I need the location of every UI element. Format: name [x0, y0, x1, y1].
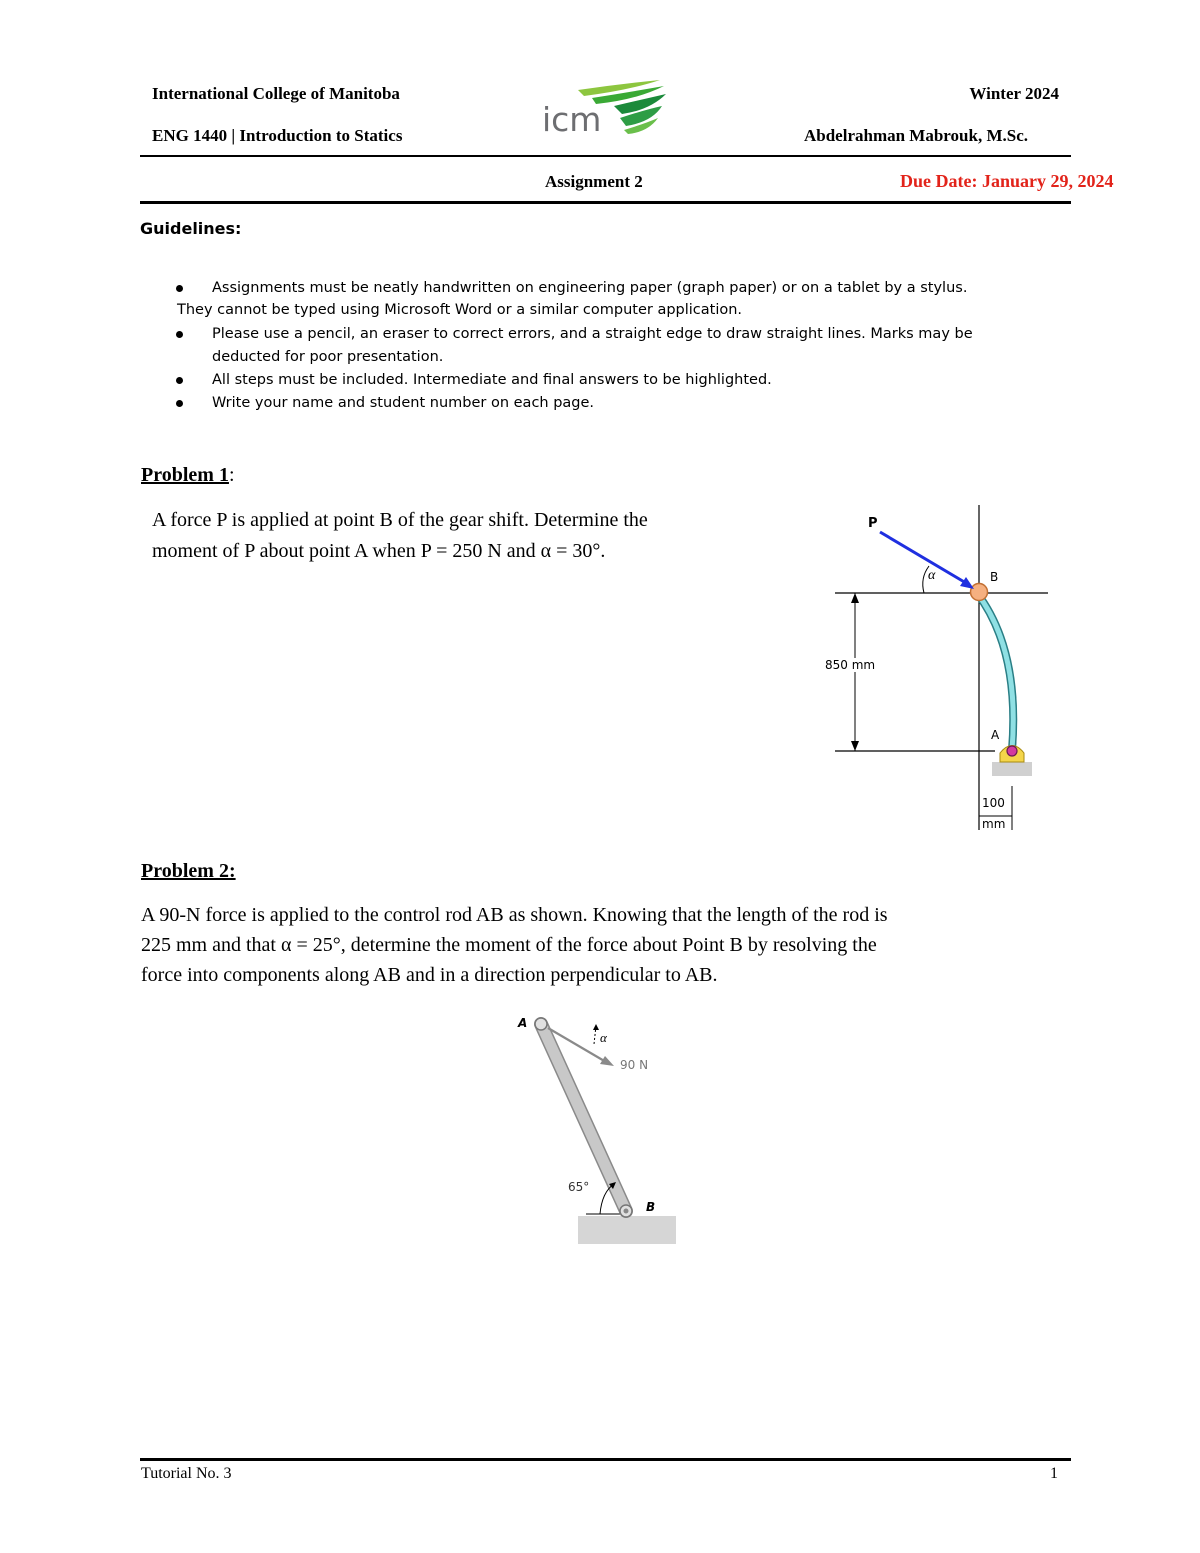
course-code: ENG 1440 — [152, 126, 228, 145]
logo-text: icm — [542, 100, 602, 139]
header-divider — [140, 155, 1071, 157]
problem2-text-line3: force into components along AB and in a direction perpendicular to AB. — [141, 964, 718, 986]
course-title — [152, 126, 402, 146]
knob-B — [971, 584, 988, 601]
label-90N: 90 N — [620, 1058, 649, 1072]
guidelines-title: Guidelines: — [140, 219, 242, 238]
gear-shift-figure — [820, 500, 1060, 840]
label-alpha: α — [928, 568, 936, 583]
label-65deg: 65° — [568, 1180, 590, 1194]
icm-logo — [540, 76, 670, 140]
label-P: P — [868, 516, 878, 531]
due-date: Due Date: January 29, 2024 — [900, 171, 1114, 191]
term: Winter 2024 — [969, 84, 1059, 103]
label-alpha: α — [600, 1030, 607, 1045]
ground-base — [578, 1216, 676, 1244]
guideline-item: deducted for poor presentation. — [212, 349, 444, 365]
label-B: B — [646, 1200, 656, 1214]
label-850mm: 850 mm — [825, 658, 876, 672]
problem1-text-line1: A force P is applied at point B of the gear shift. Determine the — [152, 509, 648, 531]
problem1-title: Problem 1 — [141, 464, 229, 486]
problem2-text-line2: 225 mm and that α = 25°, determine the moment of the force about Point B by resolving the — [141, 934, 877, 956]
course-separator: | — [227, 126, 240, 145]
force-P-arrowhead-icon — [960, 577, 974, 589]
guideline-item: Write your name and student number on each page. — [212, 395, 595, 411]
alpha-arrow-icon — [593, 1024, 599, 1030]
label-B: B — [990, 570, 999, 584]
force-arrowhead-icon — [600, 1056, 614, 1066]
label-mm: mm — [982, 817, 1006, 831]
pin-A — [1007, 746, 1017, 756]
label-100: 100 — [982, 796, 1005, 810]
label-A: A — [518, 1016, 528, 1030]
problem1-text-line2: moment of P about point A when P = 250 N and α = 30°. — [152, 540, 606, 562]
problem1-title-suffix: : — [228, 464, 235, 486]
footer-divider — [140, 1458, 1071, 1461]
footer-left: Tutorial No. 3 — [141, 1465, 232, 1482]
bullet — [176, 377, 183, 384]
pin-A — [535, 1018, 547, 1030]
bullet — [176, 331, 183, 338]
bullet — [176, 285, 183, 292]
page-number: 1 — [1050, 1465, 1058, 1482]
dimension-arrow-bottom-icon — [851, 741, 859, 751]
problem1-heading — [141, 464, 235, 487]
course-name: Introduction to Statics — [239, 126, 403, 145]
guideline-item: Assignments must be neatly handwritten on engineering paper (graph paper) or on a tablet by a stylus. — [212, 280, 968, 296]
guideline-item: Please use a pencil, an eraser to correct errors, and a straight edge to draw straight lines. Marks may be — [212, 326, 973, 342]
assignment-title: Assignment 2 — [545, 172, 643, 191]
bullet — [176, 400, 183, 407]
control-rod-figure — [510, 1008, 690, 1248]
guideline-item: All steps must be included. Intermediate and final answers to be highlighted. — [212, 372, 772, 388]
guideline-item: They cannot be typed using Microsoft Word or a similar computer application. — [177, 302, 743, 318]
label-A: A — [991, 728, 1000, 742]
force-P-line — [880, 532, 966, 583]
problem2-text-line1: A 90-N force is applied to the control rod AB as shown. Knowing that the length of the rod is — [141, 904, 888, 926]
ground-support — [992, 762, 1032, 776]
dimension-arrow-top-icon — [851, 593, 859, 603]
institution-name: International College of Manitoba — [152, 84, 400, 103]
instructor-name: Abdelrahman Mabrouk, M.Sc. — [803, 126, 1028, 145]
problem2-title: Problem 2: — [141, 860, 236, 882]
header-divider-thick — [140, 201, 1071, 204]
